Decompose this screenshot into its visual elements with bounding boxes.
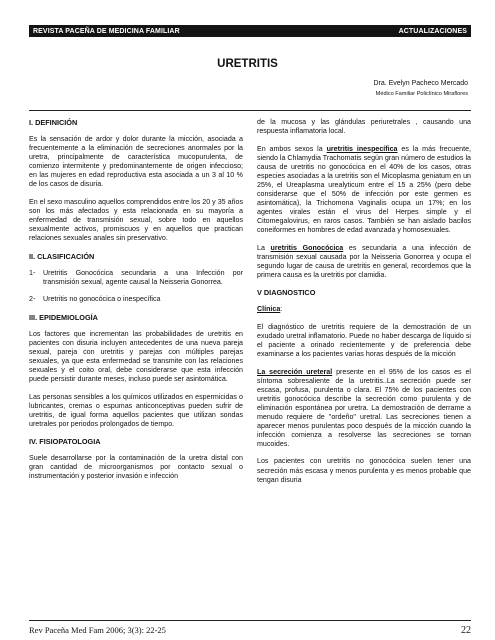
author-block (373, 78, 468, 100)
list-text: Uretritis Gonocócica secundaria a una Infección por transmisión sexual, agente causal la Neisseria Gonorrea. (43, 268, 243, 286)
bottom-divider (29, 620, 471, 621)
journal-header-bar (29, 25, 471, 37)
author-affiliation: Médico Familiar Policlínico Miraflores (375, 91, 468, 97)
list-number: 1- (29, 268, 36, 277)
paragraph (257, 145, 471, 235)
article-title: URETRITIS (217, 58, 278, 70)
author-name: Dra. Evelyn Pacheco Mercado (373, 80, 468, 87)
paragraph: En el sexo masculino aquellos comprendidos entre los 20 y 35 años son los más afectados y esta relacionada en su mayoría a enfermedad de transmisión sexual, sobre todo en aquellos sexualmente activos, promiscuos y en aquellos que practican relaciones sexuales anales sin preservativo. (29, 197, 243, 243)
page-footer (29, 625, 471, 636)
emphasis-term: uretritis inespecífica (326, 144, 398, 153)
paragraph: de la mucosa y las glándulas periuretrales , causando una respuesta inflamatoria local. (257, 118, 471, 136)
paragraph: Los factores que incrementan las probabilidades de uretritis en pacientes con disuria incluyen antecedentes de una nueva pareja sexual, pareja con uretritis y parejas con múltiples parejas sexuales, ya que esta enfermedad se transmite con las relaciones sexuales y el coito oral, debe considerarse que esta infección puede persistir durante meses, incluso puede ser asintomática. (29, 329, 243, 384)
paragraph: El diagnóstico de uretritis requiere de la demostración de un exudado uretral inflamatorio. Puede no haber descarga de líquido si el paciente a orinado recientemente y de preferencia debe examinarse a los pacientes varias horas después de la micción (257, 322, 471, 358)
top-divider (29, 110, 471, 111)
subheading-paragraph (257, 305, 471, 314)
paragraph: Las personas sensibles a los químicos utilizados en espermicidas o lubricantes, cremas o espumas anticonceptivas pueden sufrir de uretritis, de igual forma aquellos pacientes que utilizan sondas uretrales por periodos prolongados de tiempo. (29, 392, 243, 428)
text-run: presente en el 95% de los casos es el síntoma sobresaliente de la uretritis..La secreción puede ser escasa, profusa, purulenta o clara. El 75% de los pacientes con uretritis gonocócica describe la secreción como purulenta y de eliminación espontánea por uretra. La demostración de derrame a menudo requiere de "ordeño" uretral. Las secreciones tienen a aparecer menos purulentas poco después de la micción cuando la infección comienza a resolverse las secreciones se tornan mucoides. (257, 367, 471, 448)
section-heading-fisiopatologia: IV. FISIOPATOLOGIA (29, 437, 101, 447)
emphasis-term: La secreción ureteral (257, 367, 333, 376)
list-item (29, 269, 243, 287)
left-column (29, 118, 243, 490)
section-heading-clasificacion: II. CLASIFICACIÓN (29, 251, 95, 261)
journal-name: REVISTA PACEÑA DE MEDICINA FAMILIAR (33, 27, 180, 35)
right-column (257, 118, 471, 493)
text-run: es secundaria a una infección de transmisión sexual causada por la Neisseria Gonorrea y ocupa el segundo lugar de causa de uretritis en general, recordemos que la primera causa es la uretritis por clamidia. (257, 243, 471, 279)
text-run: En ambos sexos la (257, 144, 327, 153)
list-number: 2- (29, 295, 36, 304)
citation: Rev Paceña Med Fam 2006; 3(3): 22-25 (29, 625, 166, 635)
paragraph (257, 244, 471, 280)
list-item (29, 295, 243, 304)
text-run: : (280, 305, 283, 314)
page-number: 22 (461, 625, 471, 636)
text-run: es la más frecuente, siendo la Chlamydia Trachomatis según gran número de estudios la causa de uretritis no gonocócica en el 40% de los casos, otras especies asociadas a la uretritis son el Micoplasma geniatum en un 25%, el Ureaplasma urealyticum entre el 15 a 25% (pero debe considerarse que el 50% de infección por este germen es asintomática), la Trichomona Vaginalis ocupa un 17%; en los agentes virales están el virus del Herpes simple y el Citomegalovirus, en raros casos. También se han aislado bacilos coneiformes en hombres de edad avanzada y homosexuales. (257, 144, 472, 235)
text-run: La (257, 243, 271, 252)
subheading-clinica: Clínica (257, 305, 281, 314)
list-text: Uretritis no gonocócica o inespecífica (43, 295, 161, 304)
paragraph: Suele desarrollarse por la contaminación de la uretra distal con gran cantidad de microorganismos por contacto sexual o instrumentación y posterior invasión e infección (29, 454, 243, 481)
paragraph: Es la sensación de ardor y dolor durante la micción, asociada a frecuentemente a la eliminación de secreciones anormales por la uretra, principalmente de característica mucopurulenta, de comienzo intermitente y predominantemente de origen infeccioso; en las mujeres en edad reproductiva esta asociada a un 3 al 10 % de los casos de disuria. (29, 135, 243, 189)
section-heading-definicion: I. DEFINICIÓN (29, 118, 78, 127)
section-heading-epidemiologia: III. EPIDEMIOLOGÍA (29, 312, 98, 322)
paragraph (257, 368, 471, 449)
section-heading-diagnostico: V DIAGNOSTICO (257, 288, 316, 298)
emphasis-term: uretritis Gonocócica (270, 243, 344, 252)
section-name: ACTUALIZACIONES (398, 27, 467, 35)
paragraph: Los pacientes con uretritis no gonocócica suelen tener una secreción más escasa y menos purulenta y es menos probable que tengan disuria (257, 457, 471, 484)
